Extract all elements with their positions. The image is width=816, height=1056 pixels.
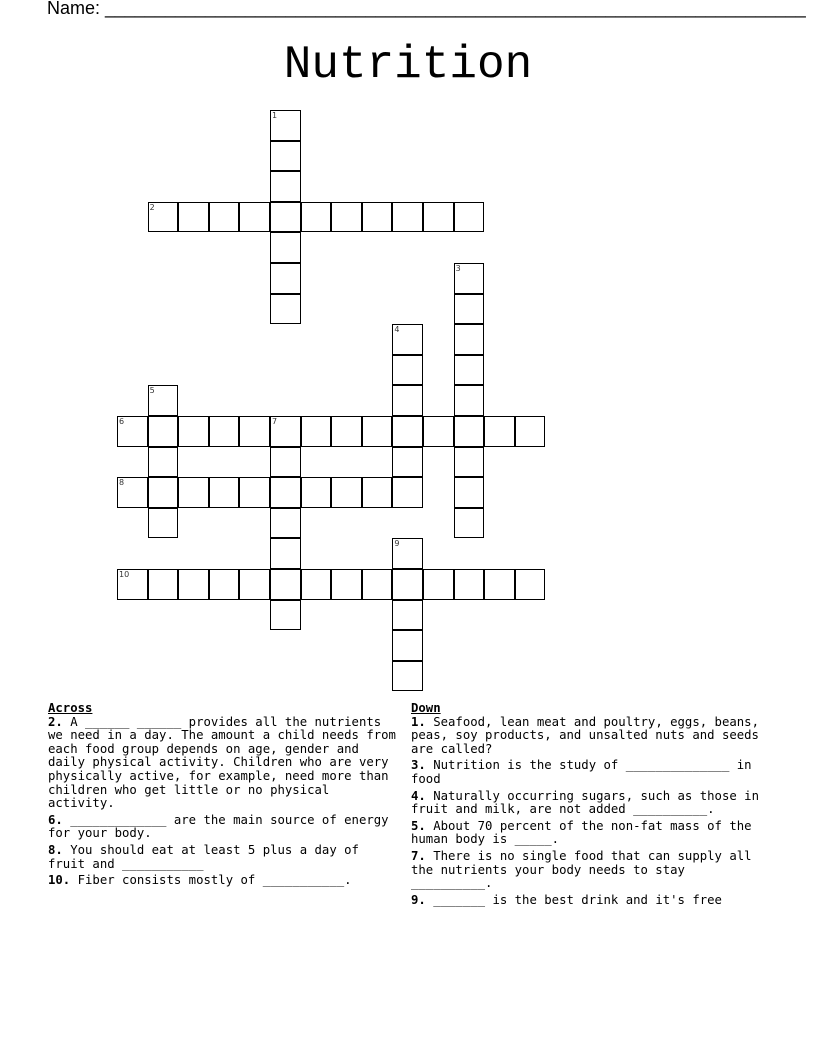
crossword-cell[interactable] [454, 385, 485, 416]
crossword-cell[interactable] [270, 202, 301, 233]
crossword-cell[interactable] [270, 538, 301, 569]
crossword-cell[interactable] [454, 324, 485, 355]
crossword-cell[interactable] [515, 569, 546, 600]
clue-number: 10. [48, 873, 71, 888]
clue-text: There is no single food that can supply all the nutrients your body needs to stay __________. [411, 848, 752, 891]
crossword-cell[interactable] [392, 477, 423, 508]
clue-down-4 [411, 790, 761, 817]
crossword-cell[interactable] [392, 630, 423, 661]
crossword-cell[interactable] [392, 447, 423, 478]
crossword-cell[interactable] [209, 416, 240, 447]
crossword-cell[interactable] [239, 477, 270, 508]
crossword-cell[interactable] [270, 600, 301, 631]
crossword-cell[interactable] [515, 416, 546, 447]
clue-number: 4. [411, 788, 426, 803]
crossword-cell[interactable] [270, 110, 301, 141]
across-heading: Across [48, 701, 93, 715]
crossword-cell[interactable] [270, 232, 301, 263]
crossword-cell[interactable] [392, 661, 423, 692]
cell-number: 5 [149, 386, 155, 396]
down-clues [411, 702, 761, 910]
crossword-cell[interactable] [117, 416, 148, 447]
cell-number: 2 [149, 202, 155, 212]
crossword-cell[interactable] [331, 569, 362, 600]
crossword-cell[interactable] [454, 202, 485, 233]
clue-across-6 [48, 814, 398, 841]
down-heading: Down [411, 701, 441, 715]
crossword-cell[interactable] [392, 538, 423, 569]
crossword-cell[interactable] [392, 324, 423, 355]
name-field[interactable]: Name: ______________________________________________________________________ [47, 0, 806, 18]
clue-down-7 [411, 850, 761, 891]
crossword-cell[interactable] [178, 202, 209, 233]
crossword-cell[interactable] [301, 202, 332, 233]
crossword-cell[interactable] [209, 569, 240, 600]
crossword-cell[interactable] [301, 416, 332, 447]
clue-number: 9. [411, 892, 426, 907]
crossword-cell[interactable] [270, 416, 301, 447]
crossword-cell[interactable] [454, 569, 485, 600]
clue-number: 8. [48, 842, 63, 857]
crossword-cell[interactable] [270, 141, 301, 172]
crossword-cell[interactable] [148, 202, 179, 233]
crossword-cell[interactable] [239, 569, 270, 600]
crossword-cell[interactable] [270, 263, 301, 294]
crossword-cell[interactable] [117, 569, 148, 600]
crossword-cell[interactable] [178, 569, 209, 600]
cell-number: 7 [272, 417, 278, 426]
crossword-cell[interactable] [148, 508, 179, 539]
crossword-cell[interactable] [178, 477, 209, 508]
crossword-cell[interactable] [331, 477, 362, 508]
clue-text: You should eat at least 5 plus a day of fruit and ___________ [48, 842, 359, 871]
crossword-cell[interactable] [423, 416, 454, 447]
crossword-cell[interactable] [239, 416, 270, 447]
crossword-cell[interactable] [239, 202, 270, 233]
cell-number: 9 [394, 539, 400, 549]
crossword-cell[interactable] [270, 447, 301, 478]
crossword-cell[interactable] [484, 416, 515, 447]
crossword-cell[interactable] [454, 447, 485, 478]
crossword-cell[interactable] [148, 385, 179, 416]
crossword-cell[interactable] [148, 416, 179, 447]
crossword-cell[interactable] [270, 508, 301, 539]
crossword-cell[interactable] [423, 569, 454, 600]
clue-number: 1. [411, 714, 426, 729]
crossword-cell[interactable] [454, 477, 485, 508]
clue-down-5 [411, 820, 761, 847]
crossword-cell[interactable] [270, 569, 301, 600]
crossword-cell[interactable] [392, 355, 423, 386]
crossword-cell[interactable] [331, 202, 362, 233]
crossword-cell[interactable] [270, 171, 301, 202]
clue-number: 7. [411, 848, 426, 863]
crossword-cell[interactable] [362, 202, 393, 233]
crossword-cell[interactable] [270, 477, 301, 508]
crossword-cell[interactable] [209, 477, 240, 508]
clue-text: _____________ are the main source of energy for your body. [48, 812, 389, 841]
crossword-cell[interactable] [148, 447, 179, 478]
crossword-cell[interactable] [392, 600, 423, 631]
clue-text: Nutrition is the study of ______________ in food [411, 758, 752, 786]
clue-down-9 [411, 894, 761, 908]
crossword-cell[interactable] [454, 294, 485, 325]
crossword-cell[interactable] [392, 416, 423, 447]
crossword-cell[interactable] [454, 263, 485, 294]
crossword-cell[interactable] [331, 416, 362, 447]
crossword-cell[interactable] [454, 355, 485, 386]
crossword-cell[interactable] [117, 477, 148, 508]
crossword-cell[interactable] [454, 416, 485, 447]
crossword-cell[interactable] [362, 569, 393, 600]
crossword-cell[interactable] [209, 202, 240, 233]
crossword-cell[interactable] [301, 477, 332, 508]
crossword-cell[interactable] [148, 569, 179, 600]
crossword-cell[interactable] [392, 202, 423, 233]
cell-number: 3 [455, 264, 461, 273]
crossword-cell[interactable] [423, 202, 454, 233]
across-clues [48, 702, 398, 891]
clue-number: 3. [411, 758, 426, 773]
clue-number: 2. [48, 714, 63, 729]
clue-text: Fiber consists mostly of ___________. [77, 873, 352, 888]
clue-number: 6. [48, 812, 63, 827]
crossword-cell[interactable] [362, 416, 393, 447]
clue-text: _______ is the best drink and it's free [433, 892, 722, 907]
clue-text: Seafood, lean meat and poultry, eggs, beans, peas, soy products, and unsalted nuts and seeds are called? [411, 714, 759, 756]
crossword-cell[interactable] [178, 416, 209, 447]
clue-down-3 [411, 759, 761, 786]
cell-number: 8 [119, 478, 125, 488]
crossword-cell[interactable] [148, 477, 179, 508]
cell-number: 6 [119, 417, 125, 426]
clue-across-2 [48, 716, 398, 811]
clue-text: About 70 percent of the non-fat mass of the human body is _____. [411, 818, 752, 847]
clue-across-8 [48, 844, 398, 871]
cell-number: 4 [394, 325, 400, 335]
crossword-cell[interactable] [362, 477, 393, 508]
clue-text: A ______ ______ provides all the nutrients we need in a day. The amount a child needs from each food group depends on age, gender and daily physical activity. Children who are very physically active, for example, need more than children who get little or no physical activity. [48, 714, 396, 811]
clue-text: Naturally occurring sugars, such as those in fruit and milk, are not added __________. [411, 788, 759, 817]
clue-down-1 [411, 716, 761, 757]
page-title: Nutrition [283, 39, 533, 91]
crossword-cell[interactable] [392, 569, 423, 600]
crossword-cell[interactable] [270, 294, 301, 325]
crossword-cell[interactable] [392, 385, 423, 416]
crossword-cell[interactable] [454, 508, 485, 539]
cell-number: 10 [119, 570, 130, 579]
clue-across-10 [48, 874, 398, 888]
crossword-cell[interactable] [301, 569, 332, 600]
clue-number: 5. [411, 818, 426, 833]
crossword-cell[interactable] [484, 569, 515, 600]
cell-number: 1 [272, 111, 278, 120]
